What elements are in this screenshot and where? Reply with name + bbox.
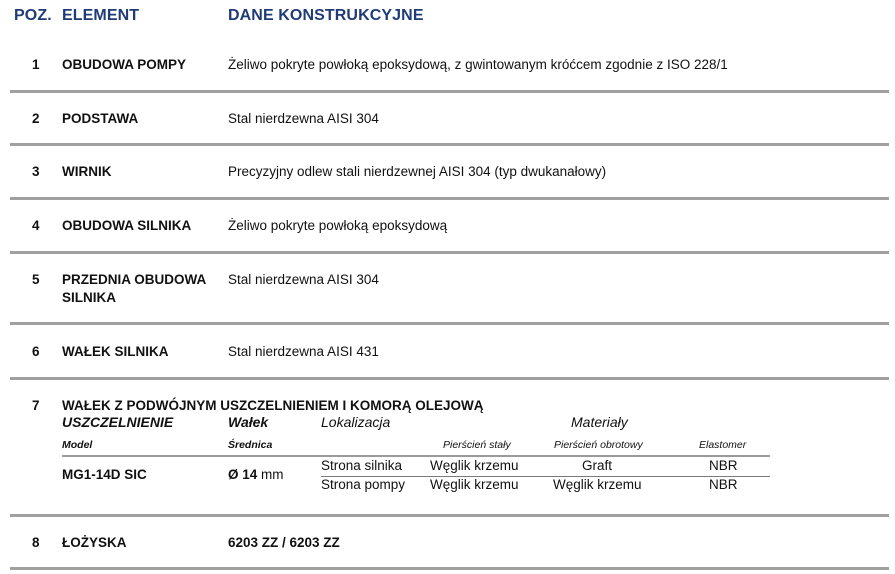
row-number: 5 [32, 272, 40, 287]
column-header-dane: DANE KONSTRUKCYJNE [228, 7, 424, 24]
seal-pierscien-obrotowy: Graft [582, 458, 613, 473]
row-divider [10, 567, 889, 570]
row-element: WAŁEK Z PODWÓJNYM USZCZELNIENIEM I KOMORĄ OLEJOWĄ [62, 398, 484, 413]
row-divider [10, 322, 889, 325]
row-element: PODSTAWA [62, 111, 139, 126]
row-element: WIRNIK [62, 164, 112, 179]
seal-lokalizacja: Strona pompy [321, 477, 406, 492]
row-number: 8 [32, 535, 40, 550]
row-description: Stal nierdzewna AISI 304 [228, 272, 379, 287]
row-description: Żeliwo pokryte powłoką epoksydową, z gwintowanym króćcem zgodnie z ISO 228/1 [228, 57, 728, 72]
seal-header-walek: Wałek [228, 414, 269, 430]
row-number: 4 [32, 218, 40, 233]
seal-diameter [228, 467, 284, 482]
seal-elastomer: NBR [709, 477, 738, 492]
row-divider [10, 377, 889, 380]
row-description: Precyzyjny odlew stali nierdzewnej AISI 304 (typ dwukanałowy) [228, 164, 607, 179]
row-divider [10, 90, 889, 93]
seal-pierscien-obrotowy: Węglik krzemu [553, 477, 642, 492]
seal-lokalizacja: Strona silnika [321, 458, 403, 473]
row-divider [10, 514, 889, 517]
row-divider [10, 251, 889, 254]
row-description: 6203 ZZ / 6203 ZZ [228, 535, 340, 550]
row-number: 2 [32, 111, 40, 126]
column-header-element: ELEMENT [62, 7, 140, 24]
row-element: ŁOŻYSKA [62, 535, 127, 550]
seal-diameter-value: Ø 14 [228, 467, 258, 482]
row-element: OBUDOWA SILNIKA [62, 218, 192, 233]
seal-model-value: MG1-14D SIC [62, 467, 147, 482]
row-number: 7 [32, 398, 40, 413]
row-divider [10, 143, 889, 146]
seal-pierscien-staly: Węglik krzemu [430, 477, 519, 492]
row-description: Stal nierdzewna AISI 304 [228, 111, 379, 126]
row-element-line2: SILNIKA [62, 290, 116, 305]
seal-header-elastomer: Elastomer [699, 439, 747, 451]
row-number: 3 [32, 164, 40, 179]
seal-header-pierscien-obrotowy: Pierścień obrotowy [554, 439, 643, 451]
row-divider [10, 197, 889, 200]
seal-header-pierscien-staly: Pierścień stały [443, 439, 511, 451]
seal-diameter-unit: mm [261, 467, 284, 482]
column-header-poz: POZ. [14, 7, 52, 24]
seal-elastomer: NBR [709, 458, 738, 473]
seal-header-model: Model [62, 439, 93, 451]
seal-header-uszczelnienie: USZCZELNIENIE [62, 414, 174, 430]
row-number: 6 [32, 344, 40, 359]
row-description: Żeliwo pokryte powłoką epoksydową [228, 218, 448, 233]
seal-pierscien-staly: Węglik krzemu [430, 458, 519, 473]
seal-header-divider [62, 455, 770, 457]
row-element-line1: PRZEDNIA OBUDOWA [62, 272, 207, 287]
seal-header-lokalizacja: Lokalizacja [321, 414, 391, 430]
row-number: 1 [32, 57, 40, 72]
seal-header-materialy: Materiały [571, 414, 628, 430]
seal-header-srednica: Średnica [228, 439, 273, 451]
row-description: Stal nierdzewna AISI 431 [228, 344, 379, 359]
row-element: WAŁEK SILNIKA [62, 344, 169, 359]
row-element: OBUDOWA POMPY [62, 57, 187, 72]
